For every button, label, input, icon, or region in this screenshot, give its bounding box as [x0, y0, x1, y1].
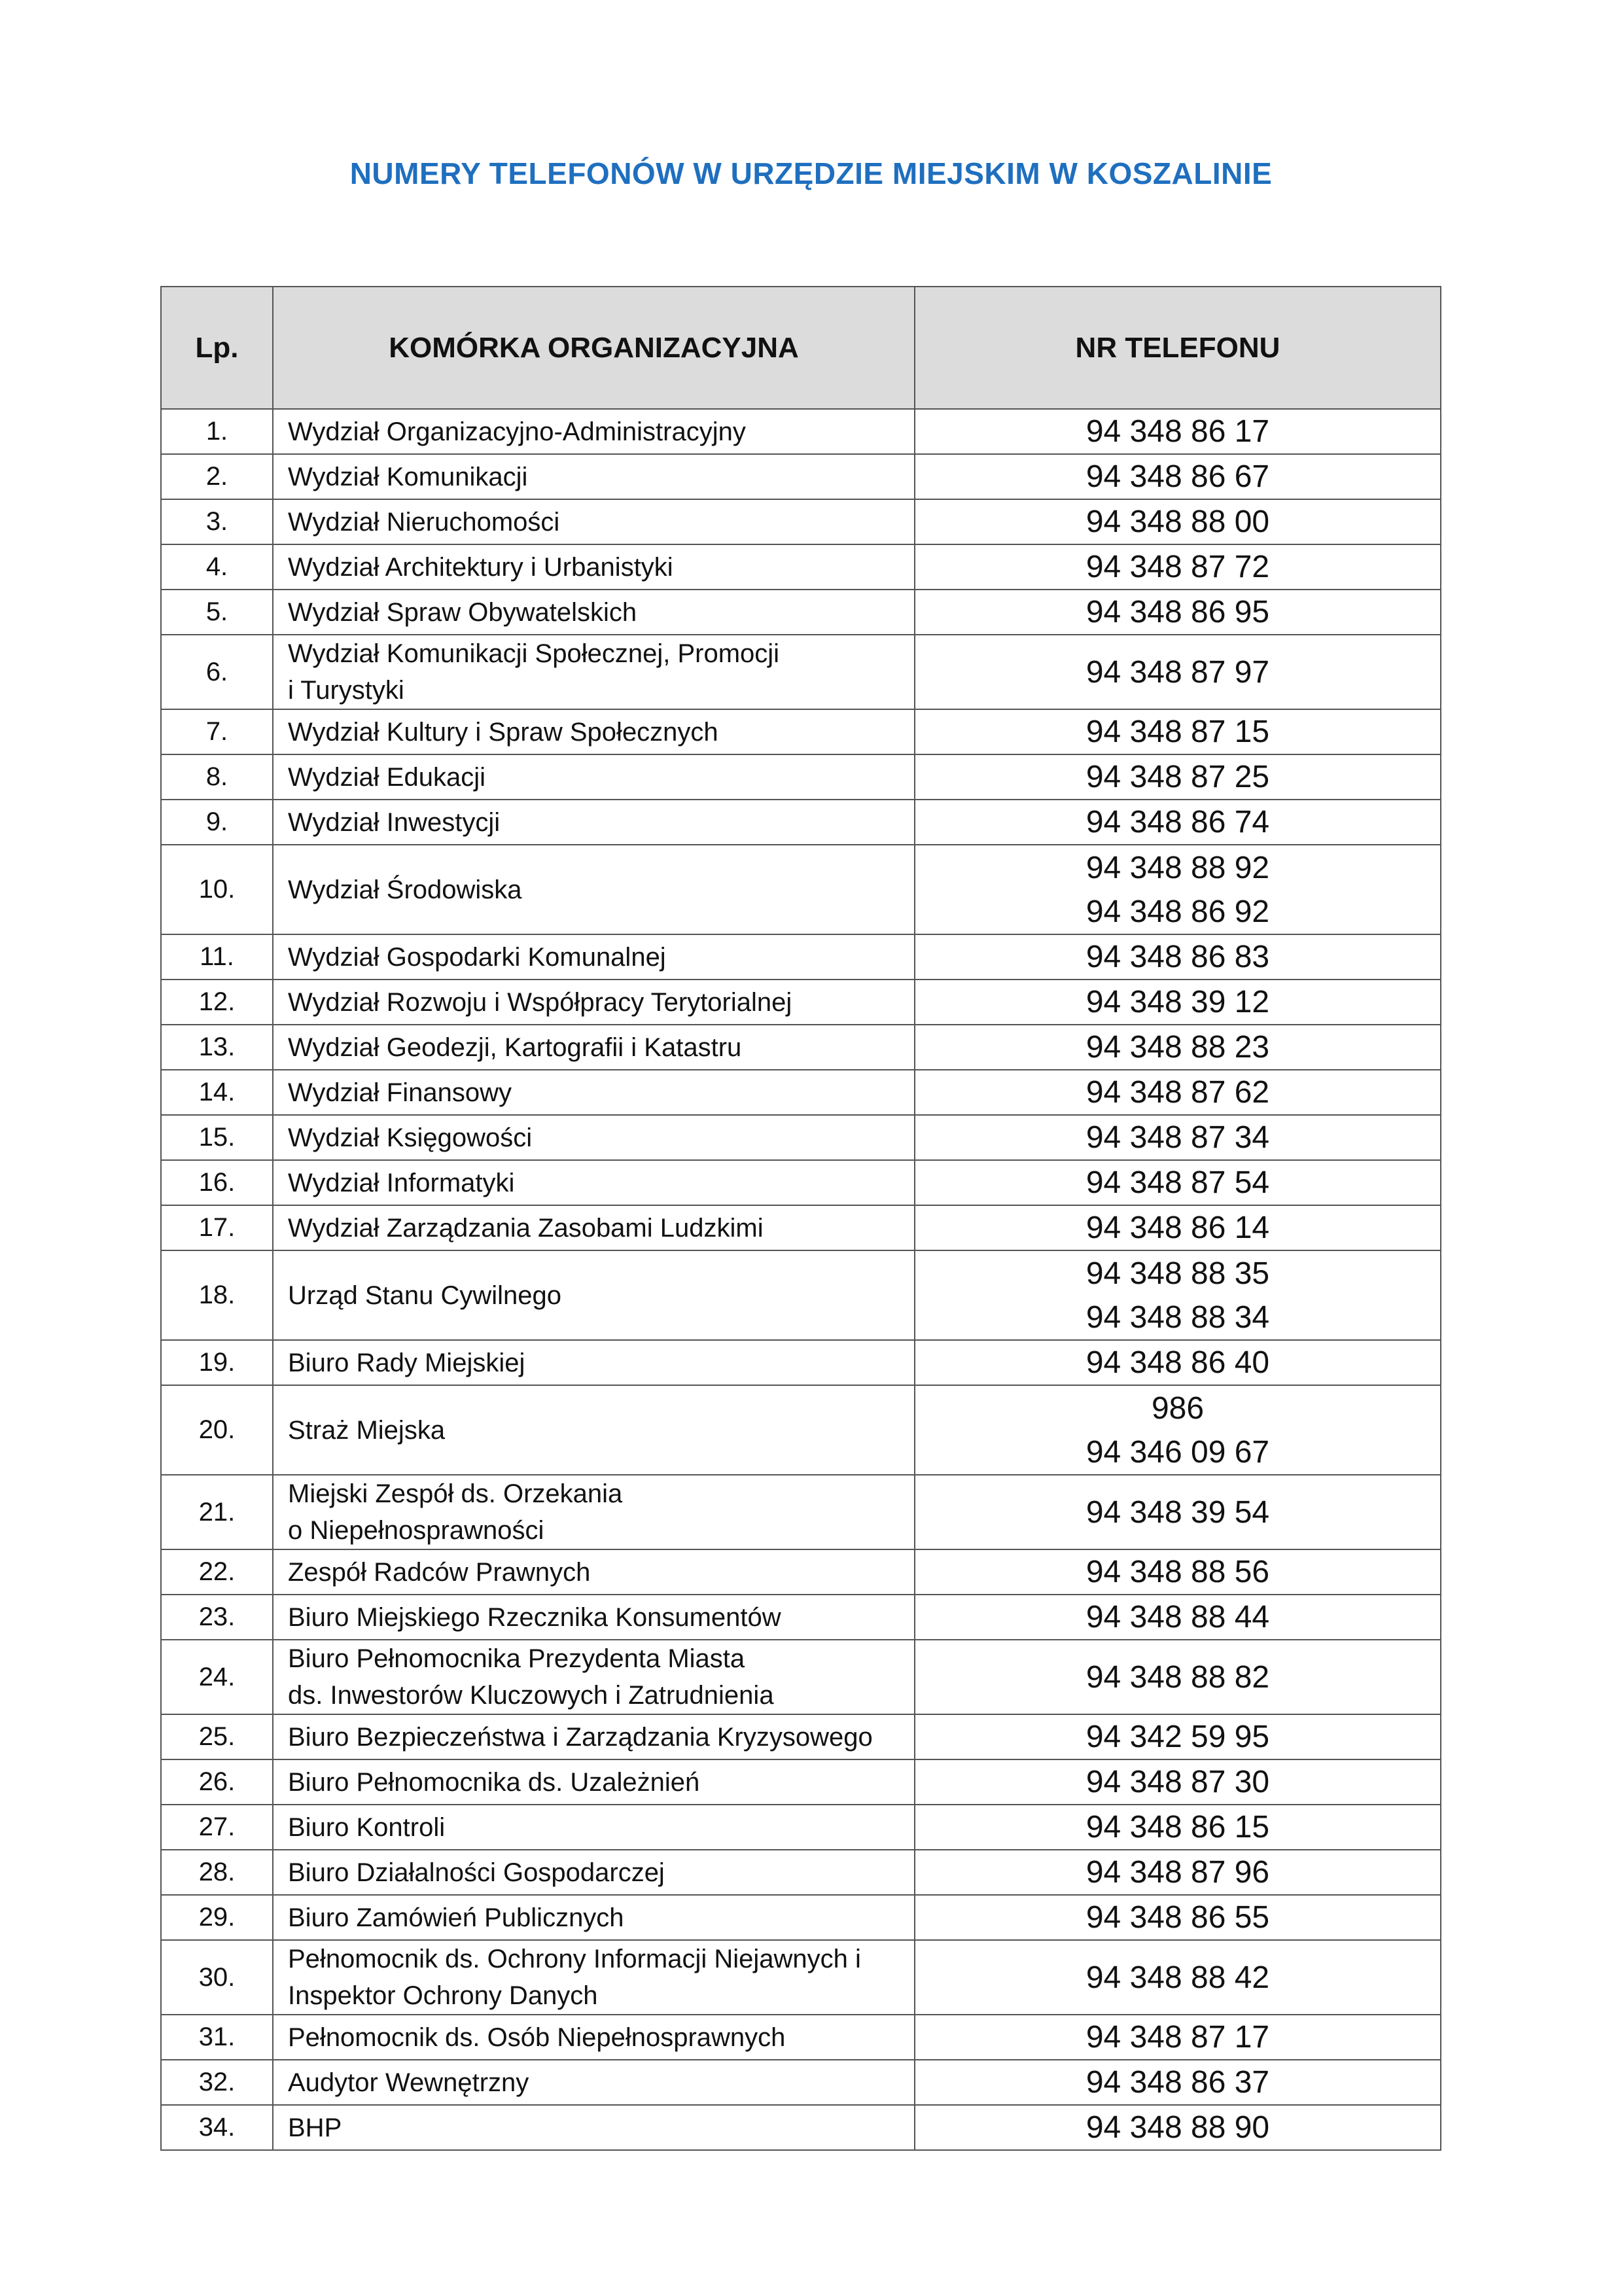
unit-name: Wydział Gospodarki Komunalnej [288, 942, 666, 972]
row-number: 34. [161, 2105, 273, 2150]
table-body [161, 409, 1441, 2150]
unit-name: Biuro Pełnomocnika Prezydenta Miasta [288, 1644, 745, 1673]
unit-name: Wydział Spraw Obywatelskich [288, 597, 637, 627]
unit-name: Wydział Kultury i Spraw Społecznych [288, 717, 718, 747]
phone-cell [915, 1070, 1441, 1115]
phone-cell [915, 1640, 1441, 1714]
phone-number: 94 348 87 96 [1085, 1855, 1270, 1890]
unit-name-cell [273, 1640, 915, 1714]
phone-number: 94 348 86 37 [1085, 2065, 1270, 2100]
unit-name-cell [273, 2105, 915, 2150]
table-row [161, 499, 1441, 544]
table-row [161, 1895, 1441, 1940]
phone-cell [915, 1475, 1441, 1549]
table-row [161, 1640, 1441, 1714]
row-number: 25. [161, 1714, 273, 1759]
unit-name: Wydział Architektury i Urbanistyki [288, 552, 673, 582]
unit-name: Wydział Księgowości [288, 1123, 533, 1152]
row-number: 4. [161, 544, 273, 590]
unit-name-cell [273, 1850, 915, 1895]
unit-name: Wydział Rozwoju i Współpracy Terytorialnej [288, 987, 792, 1017]
row-number: 15. [161, 1115, 273, 1160]
phone-number: 94 348 87 17 [1085, 2020, 1270, 2055]
unit-name-cell [273, 2015, 915, 2060]
unit-name-cell [273, 1115, 915, 1160]
phone-number: 94 348 88 90 [1085, 2110, 1270, 2145]
phone-number: 94 348 87 54 [1085, 1165, 1270, 1200]
phone-cell [915, 2060, 1441, 2105]
phone-number: 94 348 87 34 [1085, 1120, 1270, 1155]
unit-name: Wydział Zarządzania Zasobami Ludzkimi [288, 1213, 764, 1243]
phone-cell [915, 499, 1441, 544]
table-row [161, 709, 1441, 754]
phone-number: 94 348 86 17 [1085, 414, 1270, 449]
row-number: 27. [161, 1805, 273, 1850]
unit-name-cell [273, 590, 915, 635]
phone-number: 94 348 87 72 [1085, 550, 1270, 584]
phone-cell [915, 1850, 1441, 1895]
header-lp: Lp. [161, 287, 273, 409]
phone-cell [915, 1115, 1441, 1160]
row-number: 9. [161, 800, 273, 845]
unit-name-cell [273, 409, 915, 454]
table-row [161, 754, 1441, 800]
table-row [161, 544, 1441, 590]
phone-number: 94 348 88 44 [1085, 1600, 1270, 1634]
row-number: 7. [161, 709, 273, 754]
table-row [161, 454, 1441, 499]
row-number: 1. [161, 409, 273, 454]
unit-name-cell [273, 845, 915, 934]
unit-name: Wydział Inwestycji [288, 807, 501, 837]
table-row [161, 635, 1441, 709]
unit-name: o Niepełnosprawności [288, 1516, 544, 1545]
row-number: 31. [161, 2015, 273, 2060]
unit-name-cell [273, 1025, 915, 1070]
row-number: 5. [161, 590, 273, 635]
unit-name-cell [273, 1385, 915, 1475]
row-number: 28. [161, 1850, 273, 1895]
phone-cell [915, 1340, 1441, 1385]
unit-name-cell [273, 499, 915, 544]
unit-name-cell [273, 754, 915, 800]
unit-name-cell [273, 544, 915, 590]
phone-cell [915, 754, 1441, 800]
table-row [161, 1205, 1441, 1250]
phone-cell [915, 1205, 1441, 1250]
row-number: 2. [161, 454, 273, 499]
phone-number: 94 348 88 23 [1085, 1030, 1270, 1065]
phone-number: 94 348 88 56 [1085, 1555, 1270, 1589]
unit-name: Miejski Zespół ds. Orzekania [288, 1479, 623, 1508]
table-row [161, 2105, 1441, 2150]
row-number: 12. [161, 980, 273, 1025]
unit-name: Wydział Geodezji, Kartografii i Katastru [288, 1033, 742, 1062]
row-number: 19. [161, 1340, 273, 1385]
table-row [161, 2060, 1441, 2105]
row-number: 3. [161, 499, 273, 544]
row-number: 26. [161, 1759, 273, 1805]
unit-name: Biuro Pełnomocnika ds. Uzależnień [288, 1767, 700, 1797]
table-row [161, 1340, 1441, 1385]
unit-name: Wydział Komunikacji Społecznej, Promocji [288, 639, 780, 668]
row-number: 6. [161, 635, 273, 709]
phone-cell [915, 1759, 1441, 1805]
phone-cell [915, 409, 1441, 454]
row-number: 17. [161, 1205, 273, 1250]
table-row [161, 1759, 1441, 1805]
phone-number: 94 346 09 67 [1085, 1434, 1270, 1470]
phone-cell [915, 1895, 1441, 1940]
phone-number: 94 348 39 12 [1085, 985, 1270, 1019]
unit-name-cell [273, 2060, 915, 2105]
table-row [161, 934, 1441, 980]
row-number: 16. [161, 1160, 273, 1205]
unit-name: Wydział Organizacyjno-Administracyjny [288, 417, 746, 446]
phone-number: 94 348 87 25 [1085, 760, 1270, 794]
phone-cell [915, 2105, 1441, 2150]
unit-name-cell [273, 1070, 915, 1115]
unit-name-cell [273, 1475, 915, 1549]
unit-name-cell [273, 709, 915, 754]
table-row [161, 1940, 1441, 2015]
unit-name-cell [273, 1250, 915, 1340]
unit-name-cell [273, 1805, 915, 1850]
row-number: 30. [161, 1940, 273, 2015]
phone-cell [915, 590, 1441, 635]
phone-number: 94 348 86 67 [1085, 459, 1270, 494]
unit-name-cell [273, 1340, 915, 1385]
phone-number: 94 348 88 00 [1085, 504, 1270, 539]
table-row [161, 1805, 1441, 1850]
phone-number: 94 348 88 34 [1085, 1299, 1270, 1335]
table-row [161, 1714, 1441, 1759]
table-row [161, 1549, 1441, 1595]
phone-cell [915, 1250, 1441, 1340]
phone-directory-table [160, 286, 1441, 2151]
unit-name: Wydział Finansowy [288, 1078, 512, 1107]
phone-number: 94 348 88 35 [1085, 1256, 1270, 1291]
phone-number: 986 [1151, 1390, 1205, 1426]
phone-cell [915, 454, 1441, 499]
row-number: 18. [161, 1250, 273, 1340]
unit-name: Audytor Wewnętrzny [288, 2068, 529, 2097]
unit-name-cell [273, 1205, 915, 1250]
phone-number: 94 348 87 62 [1085, 1075, 1270, 1110]
table-row [161, 1595, 1441, 1640]
unit-name-cell [273, 1160, 915, 1205]
table-row [161, 845, 1441, 934]
row-number: 11. [161, 934, 273, 980]
unit-name-cell [273, 800, 915, 845]
unit-name: Pełnomocnik ds. Osób Niepełnosprawnych [288, 2022, 786, 2052]
phone-cell [915, 709, 1441, 754]
unit-name-cell [273, 635, 915, 709]
row-number: 10. [161, 845, 273, 934]
row-number: 13. [161, 1025, 273, 1070]
phone-number: 94 348 86 14 [1085, 1210, 1270, 1245]
table-row [161, 1385, 1441, 1475]
phone-cell [915, 800, 1441, 845]
unit-name: Biuro Zamówień Publicznych [288, 1903, 624, 1932]
phone-number: 94 348 87 97 [1085, 654, 1270, 690]
unit-name: Biuro Bezpieczeństwa i Zarządzania Kryzysowego [288, 1722, 873, 1752]
unit-name: i Turystyki [288, 676, 404, 705]
phone-cell [915, 1940, 1441, 2015]
phone-number: 94 348 86 83 [1085, 940, 1270, 974]
row-number: 21. [161, 1475, 273, 1549]
unit-name: Wydział Środowiska [288, 875, 522, 904]
phone-number: 94 348 86 95 [1085, 595, 1270, 629]
unit-name: Wydział Informatyki [288, 1168, 515, 1197]
unit-name: Biuro Działalności Gospodarczej [288, 1858, 665, 1887]
table-row [161, 2015, 1441, 2060]
phone-number: 94 348 88 82 [1085, 1659, 1270, 1695]
unit-name: Zespół Radców Prawnych [288, 1557, 591, 1587]
row-number: 29. [161, 1895, 273, 1940]
table-row [161, 1160, 1441, 1205]
unit-name: Urząd Stanu Cywilnego [288, 1280, 561, 1310]
unit-name-cell [273, 980, 915, 1025]
phone-number: 94 348 88 92 [1085, 850, 1270, 885]
phone-cell [915, 1595, 1441, 1640]
phone-number: 94 348 87 30 [1085, 1765, 1270, 1799]
phone-cell [915, 845, 1441, 934]
header-phone: NR TELEFONU [915, 287, 1441, 409]
table-row [161, 800, 1441, 845]
header-unit: KOMÓRKA ORGANIZACYJNA [273, 287, 915, 409]
phone-cell [915, 980, 1441, 1025]
table-row [161, 1850, 1441, 1895]
table-header-row [161, 287, 1441, 409]
table-row [161, 1070, 1441, 1115]
table-row [161, 590, 1441, 635]
phone-cell [915, 1160, 1441, 1205]
phone-number: 94 348 39 54 [1085, 1494, 1270, 1530]
unit-name: Wydział Komunikacji [288, 462, 528, 491]
unit-name: Biuro Kontroli [288, 1812, 446, 1842]
table-row [161, 1115, 1441, 1160]
unit-name: Wydział Edukacji [288, 762, 485, 792]
unit-name: Inspektor Ochrony Danych [288, 1981, 598, 2010]
phone-cell [915, 1025, 1441, 1070]
unit-name-cell [273, 454, 915, 499]
unit-name: BHP [288, 2113, 342, 2142]
row-number: 20. [161, 1385, 273, 1475]
unit-name: Straż Miejska [288, 1415, 446, 1445]
document-title: NUMERY TELEFONÓW W URZĘDZIE MIEJSKIM W KOSZALINIE [349, 156, 1273, 190]
unit-name-cell [273, 1759, 915, 1805]
phone-number: 94 348 88 42 [1085, 1960, 1270, 1995]
unit-name: Biuro Rady Miejskiej [288, 1348, 525, 1377]
phone-cell [915, 635, 1441, 709]
row-number: 23. [161, 1595, 273, 1640]
unit-name: ds. Inwestorów Kluczowych i Zatrudnienia [288, 1681, 774, 1710]
phone-cell [915, 1549, 1441, 1595]
unit-name-cell [273, 934, 915, 980]
phone-number: 94 348 86 55 [1085, 1900, 1270, 1935]
phone-number: 94 348 86 15 [1085, 1810, 1270, 1845]
unit-name-cell [273, 1940, 915, 2015]
table-row [161, 409, 1441, 454]
row-number: 14. [161, 1070, 273, 1115]
table-row [161, 1025, 1441, 1070]
phone-cell [915, 1714, 1441, 1759]
phone-number: 94 348 86 74 [1085, 805, 1270, 839]
phone-number: 94 348 86 40 [1085, 1345, 1270, 1380]
unit-name-cell [273, 1895, 915, 1940]
row-number: 22. [161, 1549, 273, 1595]
phone-cell [915, 2015, 1441, 2060]
unit-name: Biuro Miejskiego Rzecznika Konsumentów [288, 1602, 781, 1632]
phone-cell [915, 1385, 1441, 1475]
unit-name: Pełnomocnik ds. Ochrony Informacji Niejawnych i [288, 1945, 861, 1973]
row-number: 24. [161, 1640, 273, 1714]
row-number: 32. [161, 2060, 273, 2105]
table-row [161, 1250, 1441, 1340]
unit-name: Wydział Nieruchomości [288, 507, 560, 537]
phone-number: 94 348 86 92 [1085, 894, 1270, 929]
phone-number: 94 348 87 15 [1085, 715, 1270, 749]
phone-number: 94 342 59 95 [1085, 1720, 1270, 1754]
table-row [161, 1475, 1441, 1549]
unit-name-cell [273, 1714, 915, 1759]
phone-cell [915, 1805, 1441, 1850]
table-row [161, 980, 1441, 1025]
phone-cell [915, 934, 1441, 980]
unit-name-cell [273, 1549, 915, 1595]
unit-name-cell [273, 1595, 915, 1640]
row-number: 8. [161, 754, 273, 800]
phone-cell [915, 544, 1441, 590]
